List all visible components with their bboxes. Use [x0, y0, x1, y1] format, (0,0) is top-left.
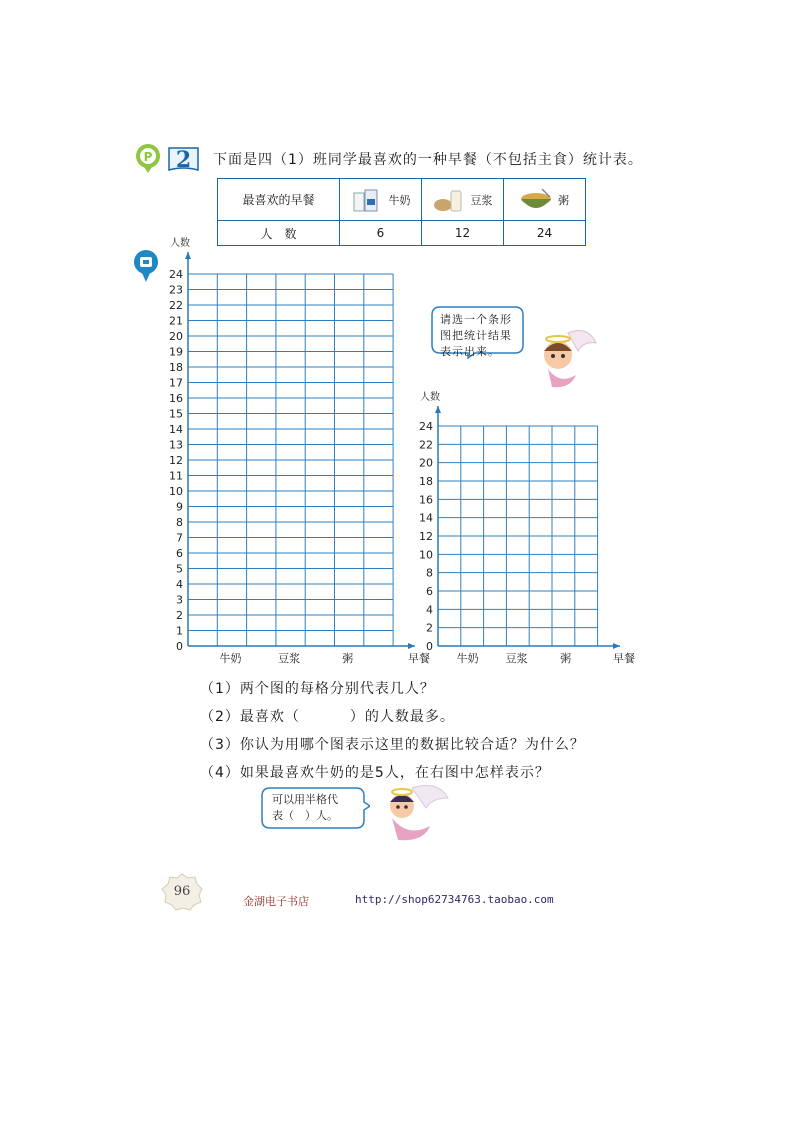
y-tick-label: 10 — [419, 548, 433, 562]
table-header-label: 最喜欢的早餐 — [218, 179, 340, 221]
y-tick-label: 2 — [426, 621, 433, 635]
x-tick-label: 粥 — [342, 652, 354, 665]
y-axis-label: 人数 — [420, 392, 440, 403]
y-tick-label: 2 — [176, 609, 183, 622]
y-tick-label: 22 — [169, 299, 183, 312]
activity-badge-icon — [133, 249, 159, 283]
y-axis-label: 人数 — [170, 238, 190, 249]
y-tick-label: 3 — [176, 593, 183, 607]
x-tick-label: 牛奶 — [219, 652, 242, 665]
y-tick-label: 19 — [169, 345, 183, 359]
store-url[interactable]: http://shop62734763.taobao.com — [355, 893, 554, 906]
y-tick-label: 8 — [426, 566, 433, 580]
question-1: （1）两个图的每格分别代表几人？ — [200, 681, 435, 697]
y-tick-label: 18 — [419, 475, 433, 488]
milk-icon — [351, 187, 385, 213]
y-tick-label: 12 — [419, 530, 433, 543]
y-tick-label: 8 — [176, 516, 183, 529]
practice-badge-icon — [133, 143, 163, 173]
problem-title: 下面是四（1）班同学最喜欢的一种早餐（不包括主食）统计表。 — [213, 152, 643, 168]
question-2: （2）最喜欢（ ）的人数最多。 — [200, 709, 455, 725]
speech-line: 表示出来。 — [440, 345, 500, 358]
y-tick-label: 24 — [169, 268, 183, 281]
y-tick-label: 16 — [169, 392, 183, 405]
y-tick-label: 4 — [426, 603, 433, 617]
question-3: （3）你认为用哪个图表示这里的数据比较合适？为什么？ — [200, 737, 585, 753]
speech-line: 图把统计结果 — [440, 329, 512, 342]
count-milk: 6 — [340, 221, 422, 246]
y-tick-label: 11 — [169, 469, 183, 483]
porridge-icon — [520, 187, 554, 213]
y-tick-label: 12 — [169, 454, 183, 467]
y-tick-label: 24 — [419, 420, 433, 433]
angel-character-icon — [372, 782, 452, 842]
x-tick-label: 粥 — [560, 652, 572, 665]
x-axis-arrow-icon — [613, 643, 620, 649]
y-tick-label: 0 — [426, 640, 433, 653]
y-tick-label: 21 — [169, 314, 183, 328]
y-tick-label: 23 — [169, 283, 183, 297]
y-axis-arrow-icon — [435, 406, 441, 413]
y-tick-label: 20 — [419, 456, 433, 470]
x-tick-label: 豆浆 — [505, 652, 528, 665]
y-tick-label: 9 — [176, 500, 183, 514]
y-tick-label: 7 — [176, 531, 183, 545]
x-tick-label: 牛奶 — [456, 652, 479, 665]
y-tick-label: 0 — [176, 640, 183, 653]
speech-line: 请选一个条形 — [440, 313, 512, 326]
table-count-label: 人 数 — [218, 221, 340, 246]
y-tick-label: 6 — [176, 547, 183, 560]
hint-line: 可以用半格代 — [272, 793, 338, 806]
count-soymilk: 12 — [422, 221, 504, 246]
y-tick-label: 5 — [176, 562, 183, 576]
angel-character-icon — [530, 325, 600, 395]
y-tick-label: 16 — [419, 493, 433, 507]
y-tick-label: 10 — [169, 485, 183, 498]
right-bar-chart — [410, 378, 640, 670]
left-bar-chart — [160, 230, 440, 670]
y-tick-label: 17 — [169, 376, 183, 390]
y-tick-label: 14 — [419, 511, 433, 525]
count-porridge: 24 — [504, 221, 586, 246]
x-tick-label: 豆浆 — [278, 652, 301, 665]
y-tick-label: 13 — [169, 438, 183, 452]
soymilk-icon — [433, 187, 467, 213]
store-name: 金湖电子书店 — [243, 895, 309, 908]
y-tick-label: 14 — [169, 423, 183, 436]
question-4: （4）如果最喜欢牛奶的是5人，在右图中怎样表示？ — [200, 765, 550, 781]
svg-text:P: P — [143, 150, 153, 164]
y-tick-label: 4 — [176, 578, 183, 591]
x-axis-label: 早餐 — [613, 652, 635, 665]
food-label-porridge: 粥 — [558, 193, 569, 207]
y-tick-label: 6 — [426, 585, 433, 598]
problem-number: 2 — [175, 147, 192, 173]
hint-line: 表（ ）人。 — [272, 809, 338, 822]
y-tick-label: 22 — [419, 438, 433, 452]
food-label-milk: 牛奶 — [388, 193, 411, 207]
y-tick-label: 18 — [169, 361, 183, 374]
y-tick-label: 15 — [169, 407, 183, 421]
food-label-soymilk: 豆浆 — [470, 193, 493, 207]
page-number: 96 — [173, 884, 191, 899]
y-tick-label: 1 — [176, 624, 183, 638]
x-axis-label: 早餐 — [408, 652, 430, 665]
y-tick-label: 20 — [169, 330, 183, 343]
y-axis-arrow-icon — [185, 252, 191, 259]
